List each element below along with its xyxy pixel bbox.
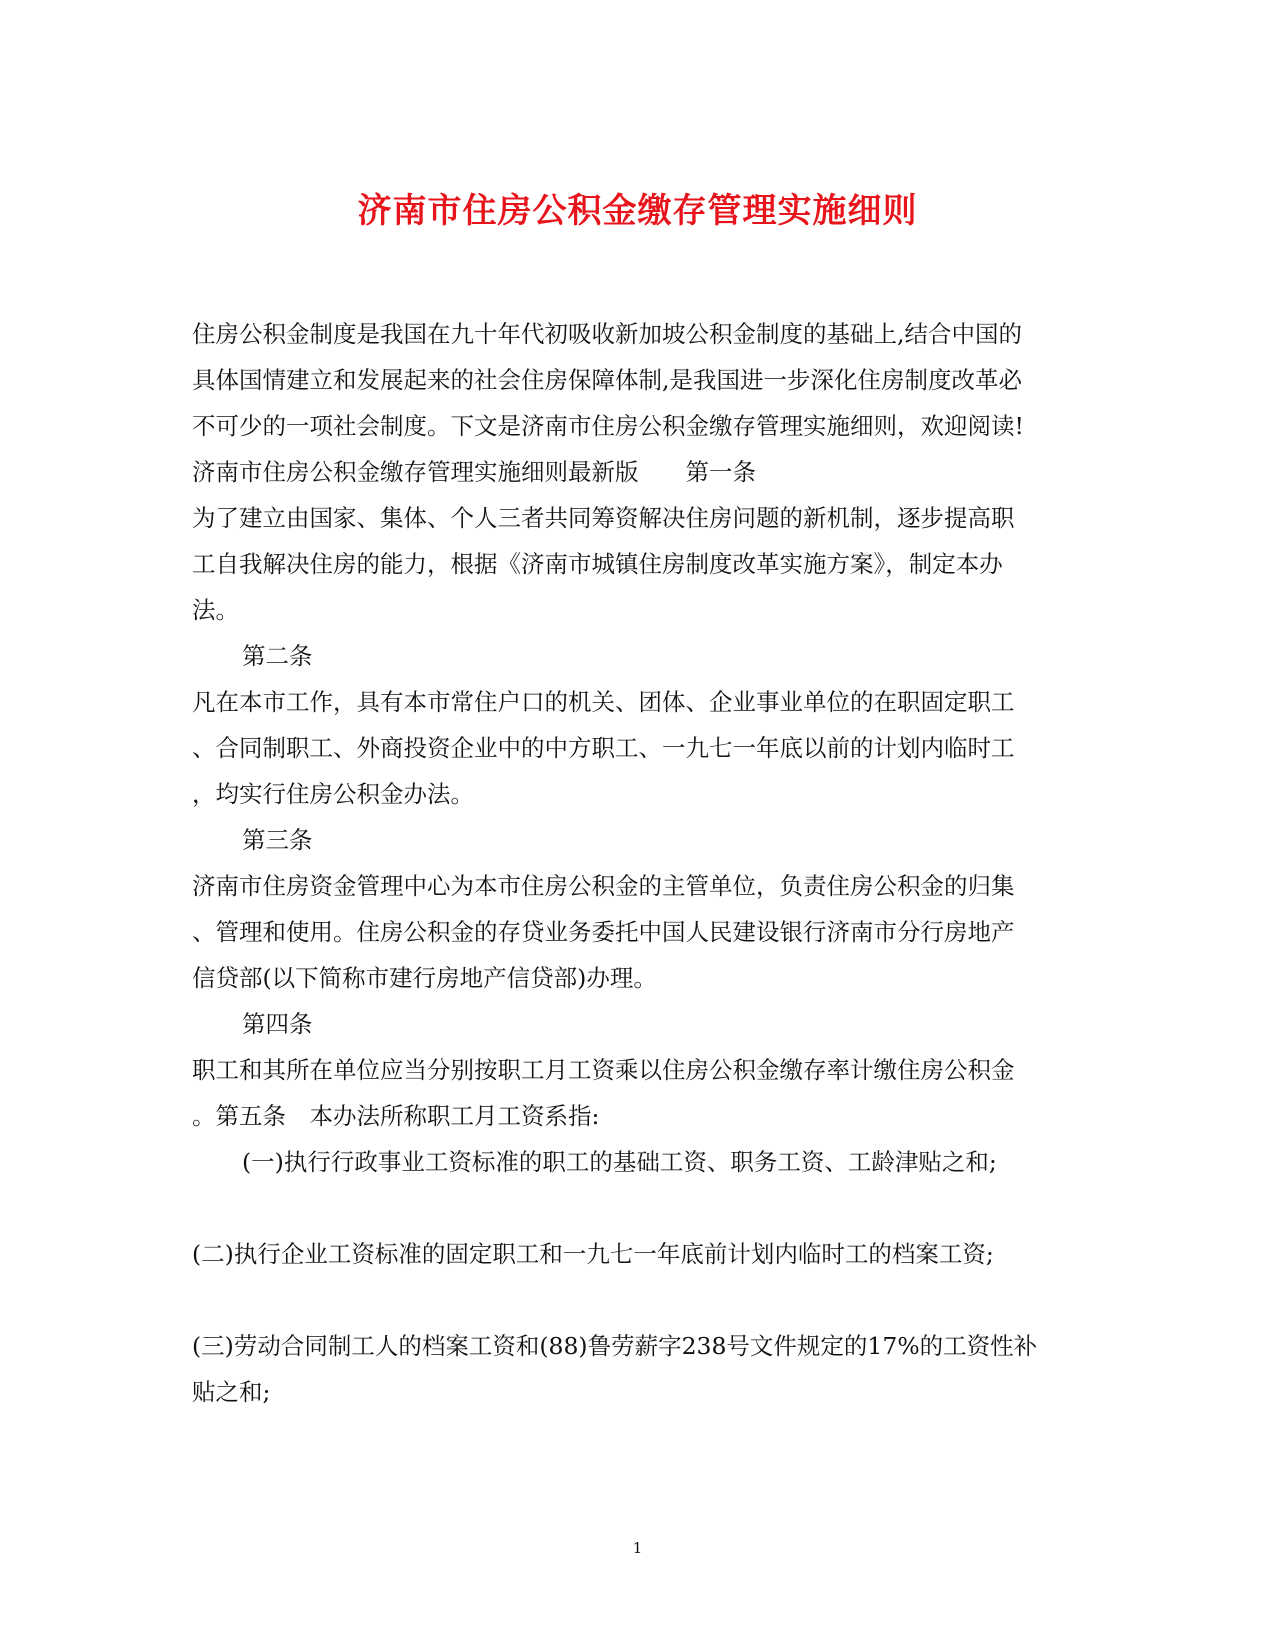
list-item: (二)执行企业工资标准的固定职工和一九七一年底前计划内临时工的档案工资; — [192, 1240, 994, 1268]
list-item-continuation: 贴之和; — [192, 1378, 271, 1406]
list-item: (三)劳动合同制工人的档案工资和(88)鲁劳薪字238号文件规定的17%的工资性补 — [192, 1332, 1038, 1360]
body-line: 、管理和使用。住房公积金的存贷业务委托中国人民建设银行济南市分行房地产 — [192, 918, 1015, 946]
body-line: 、合同制职工、外商投资企业中的中方职工、一九七一年底以前的计划内临时工 — [192, 734, 1015, 762]
page-number: 1 — [632, 1539, 643, 1557]
article-heading: 第二条 — [242, 642, 313, 670]
body-line: 凡在本市工作，具有本市常住户口的机关、团体、企业事业单位的在职固定职工 — [192, 688, 1015, 716]
article-heading: 第四条 — [242, 1010, 313, 1038]
document-title: 济南市住房公积金缴存管理实施细则 — [357, 190, 918, 231]
body-line: 。第五条 本办法所称职工月工资系指: — [192, 1102, 600, 1130]
list-item: (一)执行行政事业工资标准的职工的基础工资、职务工资、工龄津贴之和; — [242, 1148, 997, 1176]
body-line: 为了建立由国家、集体、个人三者共同筹资解决住房问题的新机制，逐步提高职 — [192, 504, 1015, 532]
body-line: 住房公积金制度是我国在九十年代初吸收新加坡公积金制度的基础上,结合中国的 — [192, 320, 1022, 348]
body-line: 法。 — [192, 596, 239, 624]
body-line: 济南市住房公积金缴存管理实施细则最新版 第一条 — [192, 458, 756, 486]
body-line: 不可少的一项社会制度。下文是济南市住房公积金缴存管理实施细则，欢迎阅读! — [192, 412, 1024, 440]
body-line: 济南市住房资金管理中心为本市住房公积金的主管单位，负责住房公积金的归集 — [192, 872, 1015, 900]
body-line: 具体国情建立和发展起来的社会住房保障体制,是我国进一步深化住房制度改革必 — [192, 366, 1022, 394]
body-line: 信贷部(以下简称市建行房地产信贷部)办理。 — [192, 964, 657, 992]
body-line: 工自我解决住房的能力，根据《济南市城镇住房制度改革实施方案》，制定本办 — [192, 550, 1003, 578]
body-line: 职工和其所在单位应当分别按职工月工资乘以住房公积金缴存率计缴住房公积金 — [192, 1056, 1015, 1084]
body-line: ，均实行住房公积金办法。 — [192, 780, 474, 808]
article-heading: 第三条 — [242, 826, 313, 854]
